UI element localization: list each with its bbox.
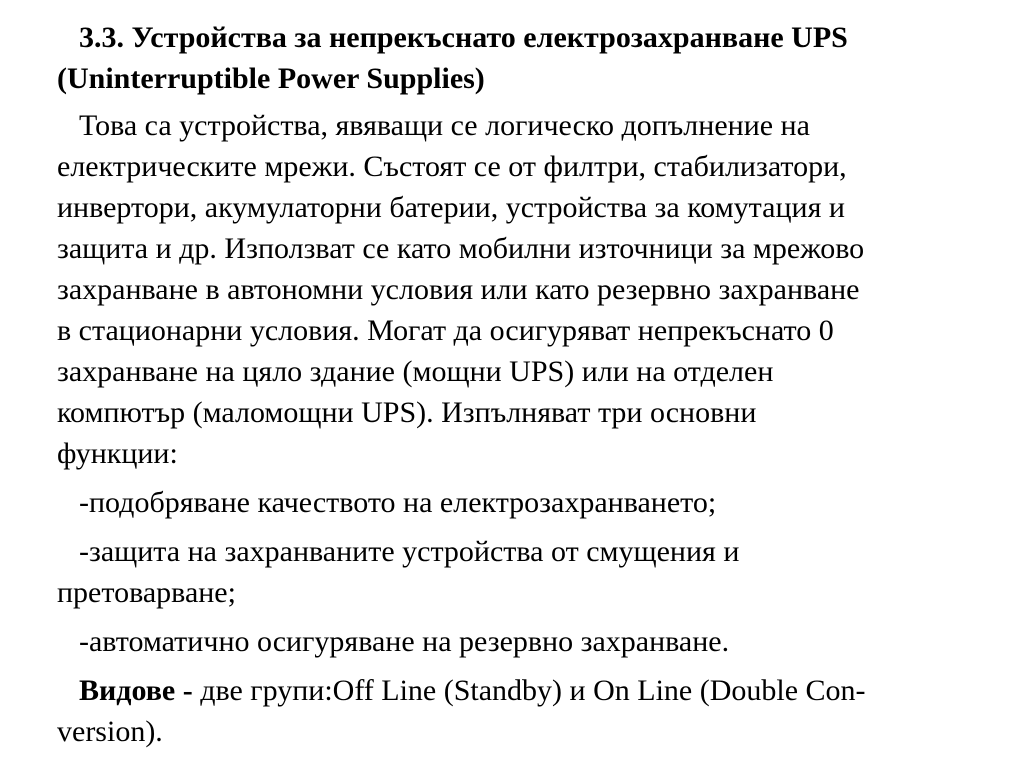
heading-line-1: 3.3. Устройства за непрекъснато електрозахранване UPS (79, 21, 848, 54)
description-line-6: в стационарни условия. Могат да осигуряват непрекъснато 0 (57, 314, 834, 347)
description-line-7: захранване на цяло здание (мощни UPS) или на отделен (57, 355, 774, 388)
function-item-2 (57, 531, 982, 613)
description-line-2: електрическите мрежи. Състоят се от филтри, стабилизатори, (57, 150, 847, 183)
function-item-3-text: -автоматично осигуряване на резервно захранване. (79, 625, 730, 658)
section-heading (57, 17, 982, 99)
types-text-line-2: version). (57, 715, 163, 748)
function-item-2-line-1: -защита на захранваните устройства от смущения и (79, 535, 740, 568)
description-line-4: защита и др. Използват се като мобилни източници за мрежово (57, 232, 865, 265)
description-line-9: функции: (57, 437, 178, 470)
function-item-1-text: -подобряване качеството на електрозахранването; (79, 486, 717, 519)
function-item-2-line-2: претоварване; (57, 576, 236, 609)
description-line-3: инвертори, акумулаторни батерии, устройства за комутация и (57, 191, 845, 224)
description-paragraph (57, 105, 982, 474)
function-item-1 (57, 482, 982, 523)
types-paragraph (57, 670, 982, 752)
types-text-line-1: две групи:Off Line (Standby) и On Line (Double Con- (192, 674, 866, 707)
description-line-5: захранване в автономни условия или като резервно захранване (57, 273, 860, 306)
description-line-1: Това са устройства, явяващи се логическо допълнение на (79, 109, 810, 142)
heading-line-2: (Uninterruptible Power Supplies) (57, 62, 485, 95)
function-item-3 (57, 621, 982, 662)
types-label: Видове - (79, 674, 193, 707)
description-line-8: компютър (маломощни UPS). Изпълняват три основни (57, 396, 757, 429)
